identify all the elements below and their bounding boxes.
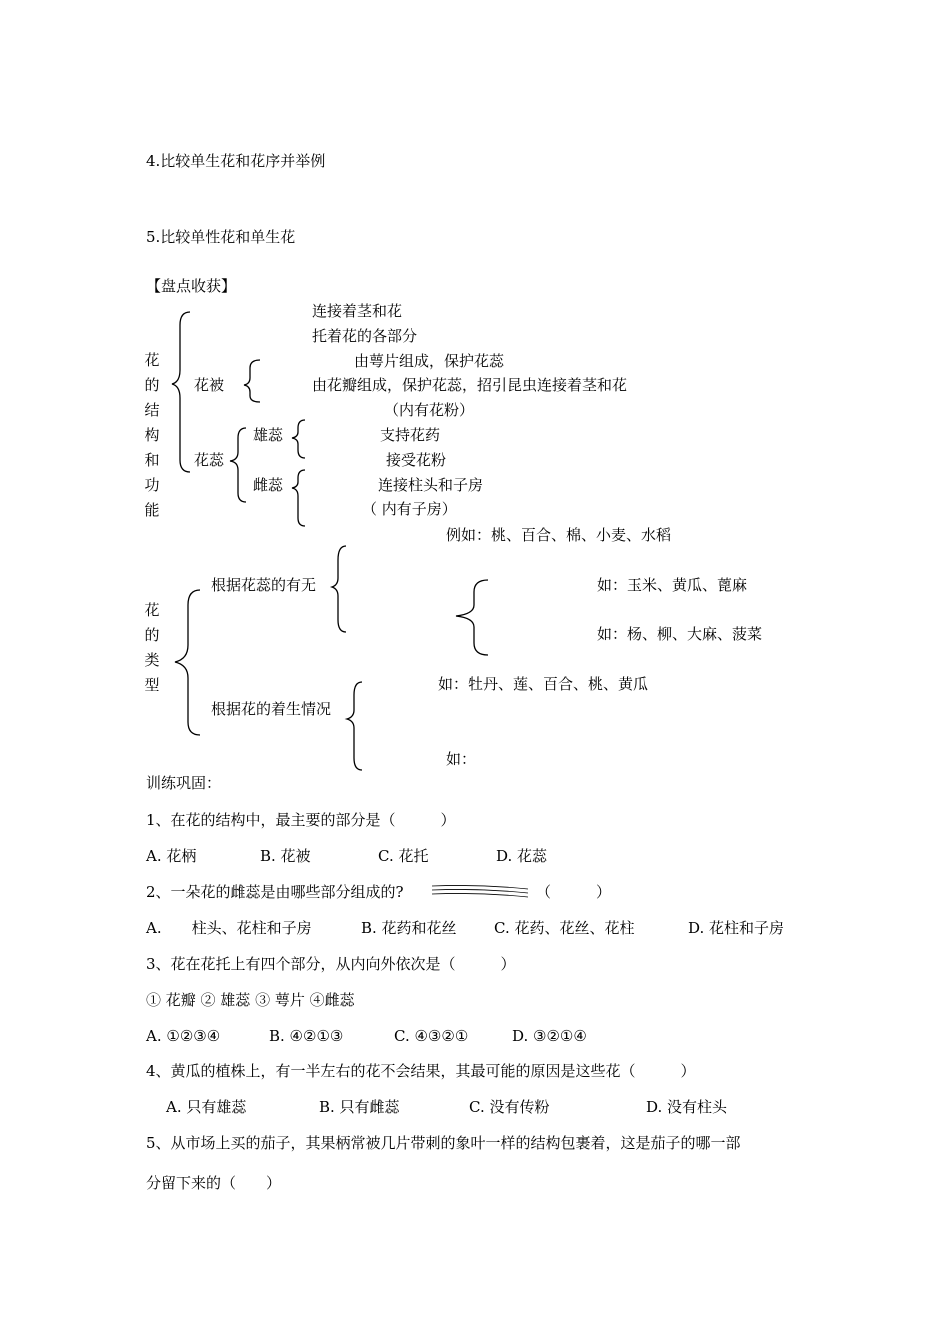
question-compare-solitary-inflorescence: 4.比较单生花和花序并举例 xyxy=(146,152,326,170)
corolla-function: 由花瓣组成，保护花蕊，招引昆虫连接着茎和花 xyxy=(312,376,628,394)
question-5-line2: 分留下来的（ ） xyxy=(146,1174,282,1192)
pedicel-function: 连接着茎和花 xyxy=(312,302,403,320)
q3-items: ① 花瓣 ② 雄蕊 ③ 萼片 ④雌蕊 xyxy=(146,991,355,1009)
types-vertical-title: 花 的 类 型 xyxy=(144,601,160,694)
monoecious-examples: 如：玉米、黄瓜、蓖麻 xyxy=(597,576,748,594)
question-5-line1: 5、从市场上买的茄子，其果柄常被几片带刺的象叶一样的结构包裹着，这是茄子的哪一部 xyxy=(146,1134,741,1152)
brace-types-main xyxy=(175,590,200,735)
q1-option-c: C. 花托 xyxy=(378,847,429,865)
structure-vertical-title: 花 的 结 构 和 功 能 xyxy=(144,351,160,519)
q2-option-b: B. 花药和花丝 xyxy=(361,919,457,937)
stigma-function: 接受花粉 xyxy=(386,451,447,469)
brace-stamen-pistil xyxy=(230,428,246,502)
question-compare-unisexual-solitary: 5.比较单性花和单生花 xyxy=(146,228,296,246)
stamen-label: 雄蕊 xyxy=(253,426,284,444)
calyx-function: 由萼片组成，保护花蕊 xyxy=(354,352,505,370)
q4-option-b: B. 只有雌蕊 xyxy=(319,1098,400,1116)
q1-option-a: A. 花柄 xyxy=(146,847,197,865)
brace-structure-main xyxy=(172,312,190,472)
by-position-label: 根据花的着生情况 xyxy=(211,700,332,718)
pollen-note: （内有花粉） xyxy=(384,401,475,419)
question-2-blank: （ ） xyxy=(536,883,612,901)
style-function: 连接柱头和子房 xyxy=(378,476,484,494)
brace-perianth xyxy=(244,360,260,402)
by-pistil-stamen-label: 根据花蕊的有无 xyxy=(211,576,317,594)
perianth-label: 花被 xyxy=(194,376,225,394)
q3-option-d: D. ③②①④ xyxy=(512,1027,587,1045)
filament-function: 支持花药 xyxy=(380,426,441,444)
q2-option-a: A. 柱头、花柱和子房 xyxy=(146,919,312,937)
q3-option-c: C. ④③②① xyxy=(394,1027,469,1045)
inflorescence-examples: 如： xyxy=(446,750,477,768)
q2-option-d: D. 花柱和子房 xyxy=(688,919,785,937)
dioecious-examples: 如：杨、柳、大麻、菠菜 xyxy=(597,625,763,643)
bisexual-examples: 例如：桃、百合、棉、小麦、水稻 xyxy=(446,526,672,544)
q3-option-b: B. ④②①③ xyxy=(269,1027,344,1045)
stamen-pistil-label: 花蕊 xyxy=(194,451,225,469)
pistil-label: 雌蕊 xyxy=(253,476,284,494)
q4-option-a: A. 只有雄蕊 xyxy=(166,1098,247,1116)
q1-option-b: B. 花被 xyxy=(260,847,311,865)
question-4: 4、黄瓜的植株上，有一半左右的花不会结果，其最可能的原因是这些花（ ） xyxy=(146,1062,696,1080)
brace-pistil xyxy=(292,470,305,526)
receptacle-function: 托着花的各部分 xyxy=(312,327,418,345)
ovary-note: （ 内有子房） xyxy=(362,500,457,518)
q2-option-c: C. 花药、花丝、花柱 xyxy=(494,919,635,937)
q4-option-c: C. 没有传粉 xyxy=(469,1098,550,1116)
brace-unisexual xyxy=(456,580,488,655)
practice-heading: 训练巩固： xyxy=(146,774,222,792)
brace-by-presence xyxy=(332,546,346,632)
solitary-examples: 如：牡丹、莲、百合、桃、黄瓜 xyxy=(438,675,649,693)
question-2: 2、一朵花的雌蕊是由哪些部分组成的? xyxy=(146,883,404,901)
brace-stamen xyxy=(292,420,305,458)
question-3: 3、花在花托上有四个部分，从内向外依次是（ ） xyxy=(146,955,516,973)
question-1: 1、在花的结构中，最主要的部分是（ ） xyxy=(146,811,456,829)
q1-option-d: D. 花蕊 xyxy=(496,847,548,865)
brace-by-position xyxy=(347,682,362,770)
q3-option-a: A. ①②③④ xyxy=(146,1027,221,1045)
summary-title: 【盘点收获】 xyxy=(146,277,237,295)
q4-option-d: D. 没有柱头 xyxy=(646,1098,728,1116)
